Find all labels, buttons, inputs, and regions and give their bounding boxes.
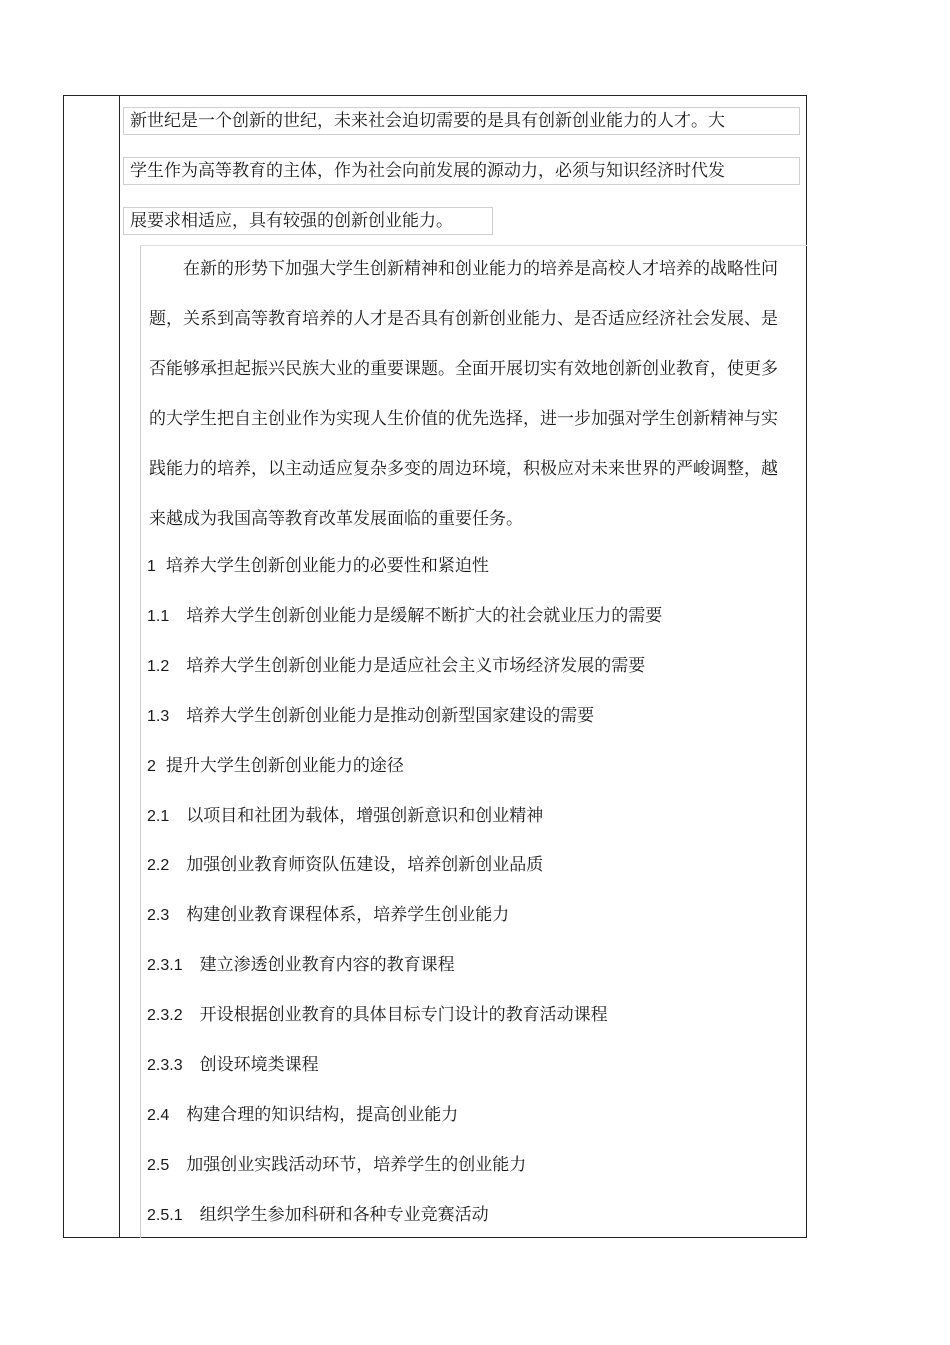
outline-item [147,1102,458,1129]
outline-number: 2.3 [147,907,170,925]
outline-text: 培养大学生创新创业能力是缓解不断扩大的社会就业压力的需要 [186,605,663,626]
outline-text: 培养大学生创新创业能力的必要性和紧迫性 [165,556,489,576]
outline-number: 1.3 [147,707,170,725]
label-column [64,96,120,1237]
outline-item [147,703,594,730]
outline-item [147,803,543,830]
outline-item [147,653,645,680]
outline-number: 2 [147,757,156,775]
outline-text: 培养大学生创新创业能力是适应社会主义市场经济发展的需要 [186,655,646,676]
outline-number: 2.3.1 [147,957,183,975]
outline-number: 1.2 [147,657,170,675]
outline-number: 2.3.2 [147,1007,183,1025]
intro-line-1: 新世纪是一个创新的世纪，未来社会迫切需要的是具有创新创业能力的人才。大 [123,107,800,135]
outline-text: 培养大学生创新创业能力是推动创新型国家建设的需要 [186,705,595,726]
outline-item [147,1202,489,1229]
outline-number: 2.1 [147,807,170,825]
outline-item [147,1052,319,1079]
outline-item [147,603,662,630]
outline-number: 2.5 [147,1156,170,1174]
outline-text: 开设根据创业教育的具体目标专门设计的教育活动课程 [199,1005,608,1026]
outline-number: 2.4 [147,1106,170,1124]
outline-item [147,553,489,580]
outline-text: 组织学生参加科研和各种专业竞赛活动 [199,1204,489,1225]
outline-item [147,852,543,879]
body-section [140,245,807,1238]
outline-text: 加强创业教育师资队伍建设，培养创新创业品质 [186,855,544,876]
outline-text: 加强创业实践活动环节，培养学生的创业能力 [186,1154,527,1175]
outline-number: 2.5.1 [147,1206,183,1224]
outline-text: 以项目和社团为载体，增强创新意识和创业精神 [186,805,544,826]
outline-text: 构建合理的知识结构，提高创业能力 [186,1104,459,1125]
outline-number: 1.1 [147,607,170,625]
outline-text: 构建创业教育课程体系，培养学生创业能力 [186,905,510,926]
outline-number: 1 [147,558,156,575]
outline-text: 建立渗透创业教育内容的教育课程 [199,955,455,976]
outline-number: 2.2 [147,857,170,875]
outline-item [147,902,509,929]
outline-item [147,952,455,979]
outline-item [147,1152,526,1179]
intro-line-2: 学生作为高等教育的主体，作为社会向前发展的源动力，必须与知识经济时代发 [123,157,800,185]
outline-text: 创设环境类课程 [199,1055,319,1075]
outline-item [147,1002,608,1029]
intro-line-3: 展要求相适应，具有较强的创新创业能力。 [123,207,493,235]
outline-item [147,753,404,780]
outline-text: 提升大学生创新创业能力的途径 [165,755,404,776]
content-table [63,95,807,1238]
outline-number: 2.3.3 [147,1057,183,1074]
main-paragraph: 在新的形势下加强大学生创新精神和创业能力的培养是高校人才培养的战略性问题，关系到高等教育培养的人才是否具有创新创业能力、是否适应经济社会发展、是否能够承担起振兴民族大业的重要课题。全面开展切实有效地创新创业教育，使更多的大学生把自主创业作为实现人生价值的优先选择，进一步加强对学生创新精神与实践能力的培养，以主动适应复杂多变的周边环境，积极应对未来世界的严峻调整，越来越成为我国高等教育改革发展面临的重要任务。 [149,259,778,529]
